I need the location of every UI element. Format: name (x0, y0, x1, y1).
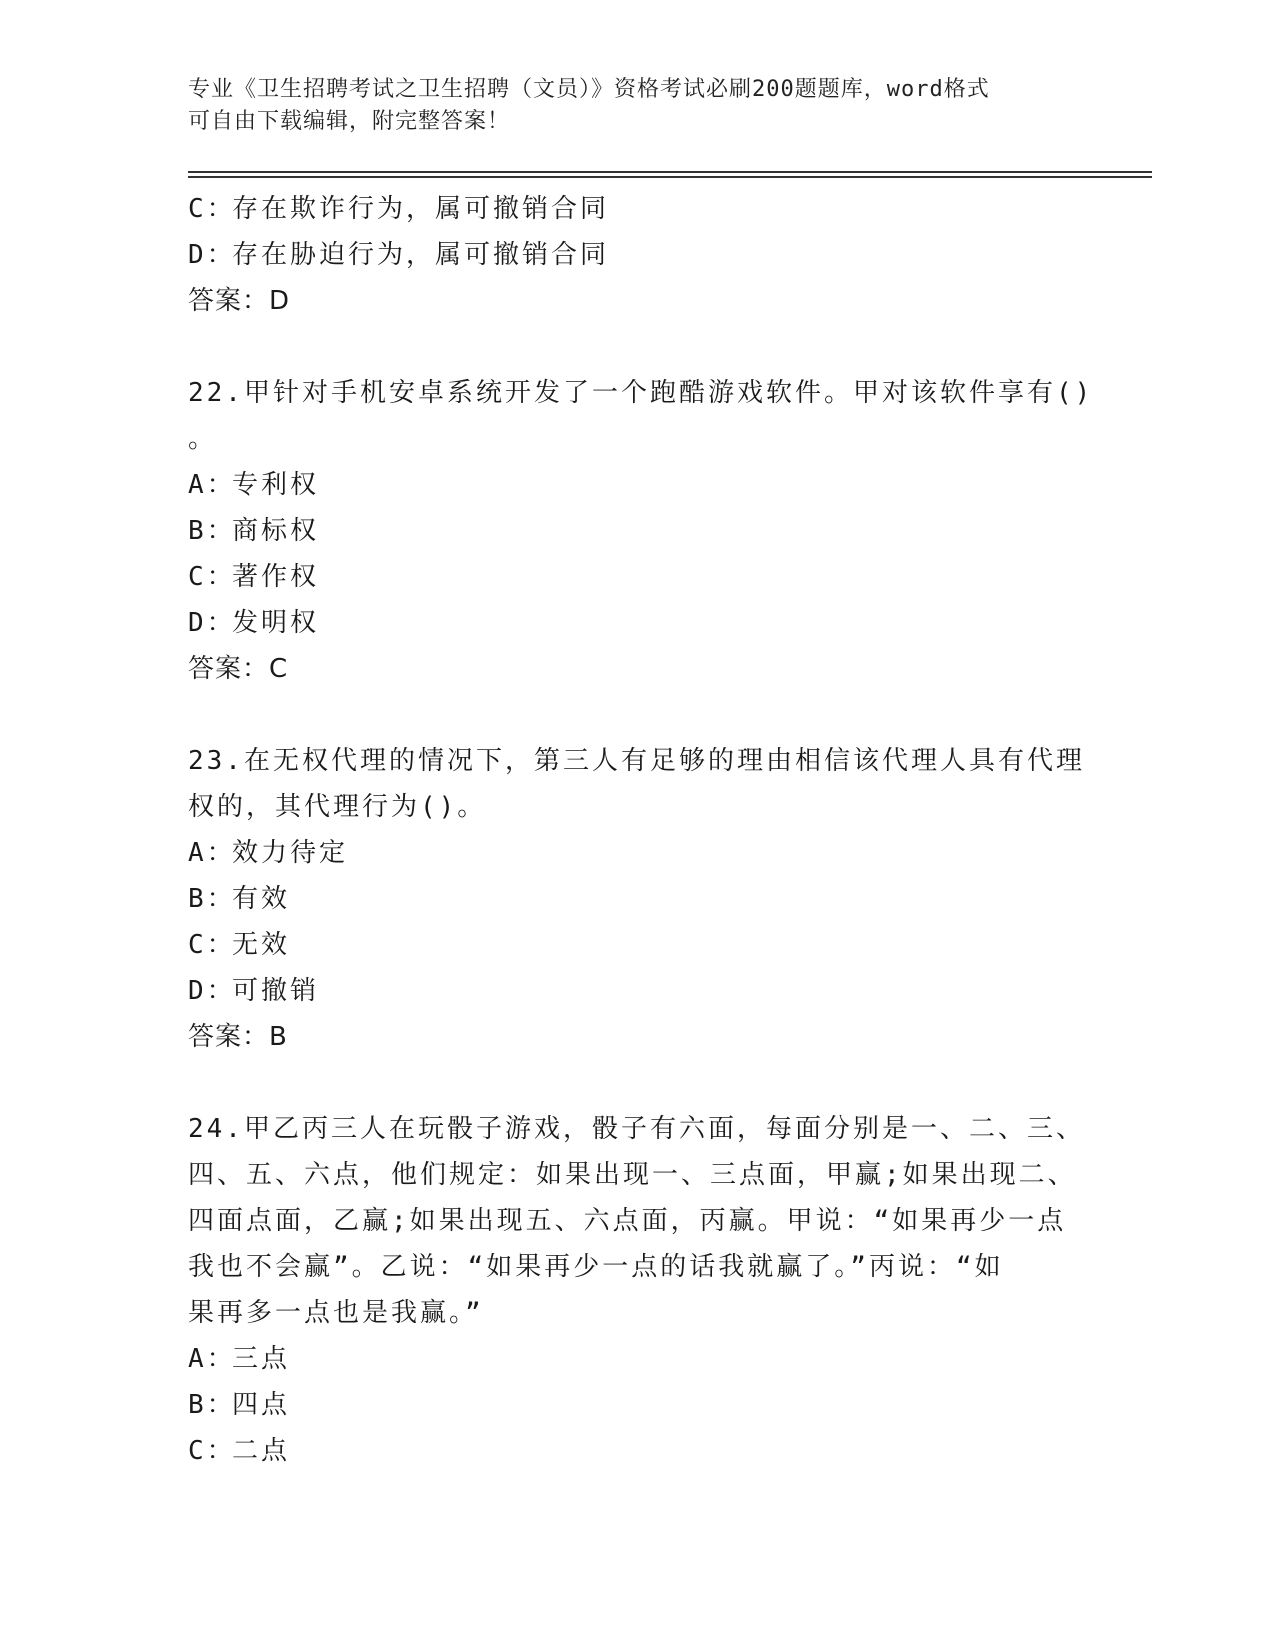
option-d (188, 232, 1088, 278)
answer-line: 答案：B (188, 1022, 288, 1052)
option-label: C： (188, 1436, 236, 1466)
option-text: 有效 (232, 884, 291, 914)
header-line-1: 专业《卫生招聘考试之卫生招聘（文员）》资格考试必刷200题题库，word格式 (188, 77, 990, 102)
option-text: 存在胁迫行为，属可撤销合同 (232, 240, 610, 270)
question-text: 22.甲针对手机安卓系统开发了一个跑酷游戏软件。甲对该软件享有() (188, 378, 1094, 408)
option-text: 三点 (232, 1344, 291, 1374)
option-text: 可撤销 (232, 976, 320, 1006)
spacer (188, 1060, 1088, 1106)
option-label: B： (188, 1390, 236, 1420)
question-24 (188, 1106, 1088, 1474)
question-text-cont: 我也不会赢”。乙说：“如果再少一点的话我就赢了。”丙说：“如 (188, 1252, 1004, 1282)
previous-question (188, 186, 1088, 324)
spacer (188, 324, 1088, 370)
option-c (188, 186, 1088, 232)
answer-line: 答案：C (188, 654, 289, 684)
option-b (188, 1382, 1088, 1428)
option-label: D： (188, 608, 236, 638)
question-text-cont: 果再多一点也是我赢。” (188, 1298, 484, 1328)
question-23 (188, 738, 1088, 1060)
option-a (188, 462, 1088, 508)
option-label: A： (188, 838, 236, 868)
option-text: 无效 (232, 930, 291, 960)
option-label: C： (188, 194, 236, 224)
spacer (188, 692, 1088, 738)
option-c (188, 554, 1088, 600)
option-b (188, 508, 1088, 554)
question-text: 23.在无权代理的情况下，第三人有足够的理由相信该代理人具有代理 (188, 746, 1085, 776)
option-text: 专利权 (232, 470, 320, 500)
option-text: 四点 (232, 1390, 291, 1420)
option-d (188, 968, 1088, 1014)
option-d (188, 600, 1088, 646)
option-label: B： (188, 884, 236, 914)
header-line-2: 可自由下载编辑，附完整答案！ (188, 109, 511, 134)
option-label: A： (188, 1344, 236, 1374)
option-text: 二点 (232, 1436, 291, 1466)
option-label: B： (188, 516, 236, 546)
option-label: D： (188, 240, 236, 270)
option-text: 存在欺诈行为，属可撤销合同 (232, 194, 610, 224)
option-a (188, 830, 1088, 876)
option-a (188, 1336, 1088, 1382)
question-text-cont: 权的，其代理行为()。 (188, 792, 487, 822)
option-text: 效力待定 (232, 838, 349, 868)
question-text: 24.甲乙丙三人在玩骰子游戏，骰子有六面，每面分别是一、二、三、 (188, 1114, 1085, 1144)
question-content (188, 186, 1094, 1474)
header-divider-top (188, 171, 1152, 173)
option-c (188, 922, 1088, 968)
question-text-cont: 四面点面，乙赢;如果出现五、六点面，丙赢。甲说：“如果再少一点 (188, 1206, 1067, 1236)
option-c (188, 1428, 1088, 1474)
option-text: 发明权 (232, 608, 320, 638)
option-label: D： (188, 976, 236, 1006)
option-text: 著作权 (232, 562, 320, 592)
option-b (188, 876, 1088, 922)
header-divider-bottom (188, 176, 1152, 178)
answer-line: 答案：D (188, 286, 291, 316)
option-label: A： (188, 470, 236, 500)
question-text-cont: 。 (188, 424, 218, 454)
option-text: 商标权 (232, 516, 320, 546)
option-label: C： (188, 562, 236, 592)
option-label: C： (188, 930, 236, 960)
question-22 (188, 370, 1094, 692)
question-text-cont: 四、五、六点，他们规定：如果出现一、三点面，甲赢;如果出现二、 (188, 1160, 1077, 1190)
document-header (188, 74, 1068, 138)
